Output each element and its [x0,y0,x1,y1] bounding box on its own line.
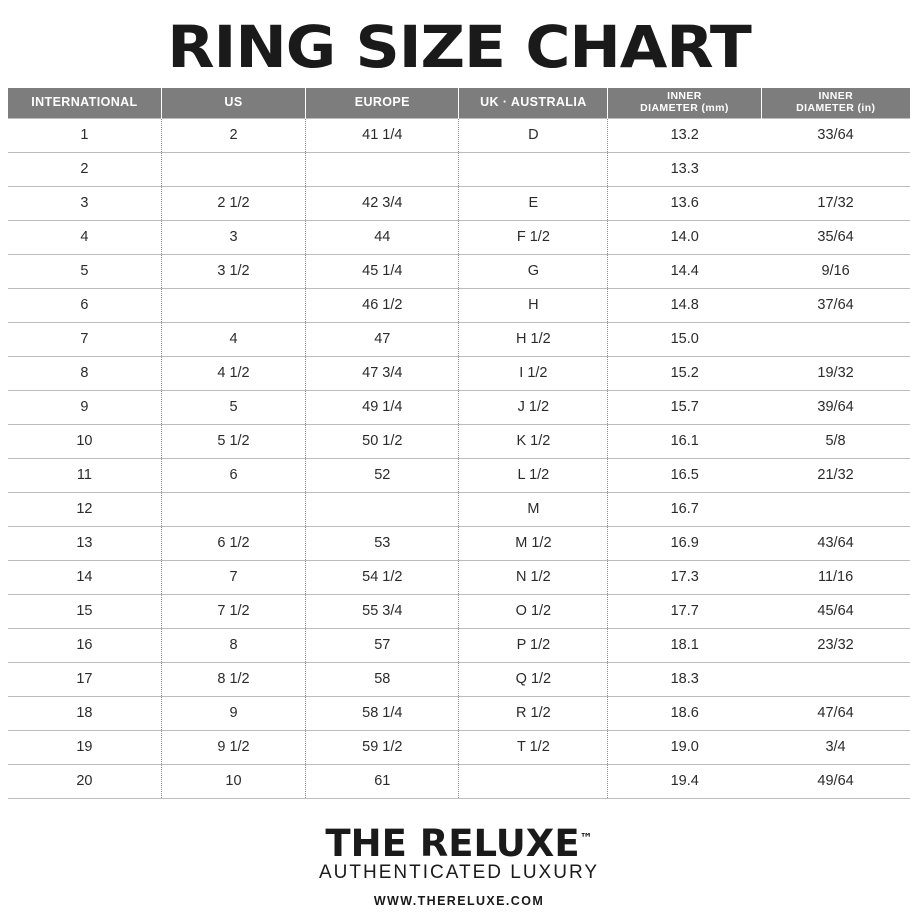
cell-international: 18 [8,696,161,730]
cell-inner-diameter-mm: 13.3 [608,152,761,186]
cell-us [161,288,305,322]
cell-europe: 58 1/4 [306,696,459,730]
cell-international: 12 [8,492,161,526]
cell-us: 8 1/2 [161,662,305,696]
cell-us: 7 [161,560,305,594]
cell-uk-australia: L 1/2 [459,458,608,492]
brand-name [325,822,593,866]
cell-inner-diameter-in: 5/8 [761,424,910,458]
cell-uk-australia: E [459,186,608,220]
cell-uk-australia: O 1/2 [459,594,608,628]
cell-uk-australia: M 1/2 [459,526,608,560]
cell-international: 9 [8,390,161,424]
cell-europe: 61 [306,764,459,798]
cell-europe [306,492,459,526]
cell-inner-diameter-mm: 18.1 [608,628,761,662]
cell-us: 9 [161,696,305,730]
cell-us: 7 1/2 [161,594,305,628]
cell-uk-australia: M [459,492,608,526]
cell-inner-diameter-in: 21/32 [761,458,910,492]
cell-inner-diameter-mm: 19.0 [608,730,761,764]
cell-inner-diameter-mm: 14.0 [608,220,761,254]
cell-europe: 49 1/4 [306,390,459,424]
table-row [8,526,910,560]
cell-international: 10 [8,424,161,458]
cell-europe: 52 [306,458,459,492]
cell-inner-diameter-in: 17/32 [761,186,910,220]
table-header-row [8,88,910,118]
column-header-europe [306,88,459,118]
cell-inner-diameter-in: 39/64 [761,390,910,424]
cell-inner-diameter-in: 45/64 [761,594,910,628]
cell-inner-diameter-mm: 16.7 [608,492,761,526]
cell-international: 2 [8,152,161,186]
cell-uk-australia: H 1/2 [459,322,608,356]
cell-international: 19 [8,730,161,764]
cell-us: 2 1/2 [161,186,305,220]
cell-inner-diameter-in: 47/64 [761,696,910,730]
cell-us: 6 [161,458,305,492]
table-row [8,730,910,764]
cell-international: 3 [8,186,161,220]
column-header-uk-australia [459,88,608,118]
cell-us: 6 1/2 [161,526,305,560]
table-row [8,118,910,152]
table-row [8,458,910,492]
cell-europe [306,152,459,186]
cell-uk-australia: R 1/2 [459,696,608,730]
cell-uk-australia: I 1/2 [459,356,608,390]
cell-uk-australia: P 1/2 [459,628,608,662]
cell-us [161,152,305,186]
table-row [8,492,910,526]
table-body [8,118,910,798]
column-header-uk-australia-label: UK · AUSTRALIA [480,95,587,110]
trademark-symbol: ™ [579,831,593,847]
cell-inner-diameter-in: 9/16 [761,254,910,288]
cell-inner-diameter-mm: 13.2 [608,118,761,152]
cell-inner-diameter-in [761,322,910,356]
cell-inner-diameter-mm: 18.6 [608,696,761,730]
cell-inner-diameter-in: 37/64 [761,288,910,322]
cell-inner-diameter-in [761,152,910,186]
table-row [8,152,910,186]
ring-size-table [8,88,910,799]
column-header-inner-diameter-mm-label: INNER [667,90,702,103]
cell-europe: 53 [306,526,459,560]
table-row [8,288,910,322]
cell-inner-diameter-in: 49/64 [761,764,910,798]
column-header-inner-diameter-mm-sub: DIAMETER (mm) [640,102,729,115]
cell-inner-diameter-mm: 14.8 [608,288,761,322]
cell-inner-diameter-mm: 16.5 [608,458,761,492]
cell-inner-diameter-mm: 15.0 [608,322,761,356]
cell-inner-diameter-mm: 15.7 [608,390,761,424]
cell-inner-diameter-mm: 15.2 [608,356,761,390]
cell-europe: 47 3/4 [306,356,459,390]
cell-us [161,492,305,526]
cell-international: 5 [8,254,161,288]
column-header-international-label: INTERNATIONAL [31,95,138,110]
brand-tagline: AUTHENTICATED LUXURY [319,862,599,883]
table-row [8,696,910,730]
cell-us: 3 1/2 [161,254,305,288]
table-row [8,424,910,458]
cell-uk-australia: G [459,254,608,288]
cell-inner-diameter-mm: 14.4 [608,254,761,288]
cell-inner-diameter-mm: 16.9 [608,526,761,560]
table-row [8,254,910,288]
column-header-inner-diameter-in-label: INNER [818,90,854,103]
cell-uk-australia: H [459,288,608,322]
cell-inner-diameter-mm: 16.1 [608,424,761,458]
cell-international: 15 [8,594,161,628]
table-row [8,764,910,798]
cell-us: 4 1/2 [161,356,305,390]
cell-inner-diameter-mm: 19.4 [608,764,761,798]
brand-name-text: THE RELUXE [325,822,580,866]
cell-inner-diameter-in: 43/64 [761,526,910,560]
cell-uk-australia [459,764,608,798]
cell-us: 2 [161,118,305,152]
table-row [8,560,910,594]
cell-international: 7 [8,322,161,356]
size-table-container [0,88,918,819]
column-header-international [8,88,161,118]
cell-europe: 55 3/4 [306,594,459,628]
cell-international: 13 [8,526,161,560]
cell-international: 8 [8,356,161,390]
cell-international: 16 [8,628,161,662]
cell-uk-australia: J 1/2 [459,390,608,424]
website-url: WWW.THERELUXE.COM [373,894,545,908]
cell-europe: 58 [306,662,459,696]
column-header-europe-label: EUROPE [354,95,410,110]
column-header-inner-diameter-mm [608,88,761,118]
cell-international: 14 [8,560,161,594]
cell-international: 6 [8,288,161,322]
table-row [8,662,910,696]
cell-us: 3 [161,220,305,254]
cell-uk-australia: T 1/2 [459,730,608,764]
cell-us: 8 [161,628,305,662]
footer [0,819,918,918]
cell-uk-australia: F 1/2 [459,220,608,254]
cell-europe: 50 1/2 [306,424,459,458]
cell-europe: 41 1/4 [306,118,459,152]
cell-international: 20 [8,764,161,798]
cell-international: 17 [8,662,161,696]
cell-inner-diameter-in: 23/32 [761,628,910,662]
cell-international: 4 [8,220,161,254]
table-row [8,594,910,628]
cell-us: 4 [161,322,305,356]
cell-us: 5 [161,390,305,424]
cell-uk-australia: N 1/2 [459,560,608,594]
cell-inner-diameter-in: 33/64 [761,118,910,152]
cell-inner-diameter-mm: 17.7 [608,594,761,628]
cell-uk-australia: K 1/2 [459,424,608,458]
table-row [8,628,910,662]
cell-inner-diameter-in: 19/32 [761,356,910,390]
table-row [8,356,910,390]
column-header-us [161,88,305,118]
cell-europe: 47 [306,322,459,356]
cell-us: 5 1/2 [161,424,305,458]
table-row [8,186,910,220]
cell-europe: 57 [306,628,459,662]
cell-inner-diameter-in: 3/4 [761,730,910,764]
cell-inner-diameter-mm: 18.3 [608,662,761,696]
cell-international: 1 [8,118,161,152]
table-header [8,88,910,118]
cell-europe: 46 1/2 [306,288,459,322]
column-header-inner-diameter-in-sub: DIAMETER (in) [796,102,876,115]
cell-inner-diameter-mm: 13.6 [608,186,761,220]
cell-inner-diameter-in: 35/64 [761,220,910,254]
cell-inner-diameter-in: 11/16 [761,560,910,594]
cell-us: 10 [161,764,305,798]
cell-us: 9 1/2 [161,730,305,764]
column-header-us-label: US [224,95,243,110]
cell-inner-diameter-in [761,492,910,526]
table-row [8,220,910,254]
cell-international: 11 [8,458,161,492]
table-row [8,322,910,356]
cell-europe: 42 3/4 [306,186,459,220]
column-header-inner-diameter-in [761,88,910,118]
cell-europe: 54 1/2 [306,560,459,594]
cell-uk-australia [459,152,608,186]
cell-inner-diameter-mm: 17.3 [608,560,761,594]
cell-uk-australia: Q 1/2 [459,662,608,696]
page-title: RING SIZE CHART [167,13,751,81]
cell-inner-diameter-in [761,662,910,696]
cell-europe: 45 1/4 [306,254,459,288]
cell-uk-australia: D [459,118,608,152]
table-row [8,390,910,424]
cell-europe: 59 1/2 [306,730,459,764]
cell-europe: 44 [306,220,459,254]
